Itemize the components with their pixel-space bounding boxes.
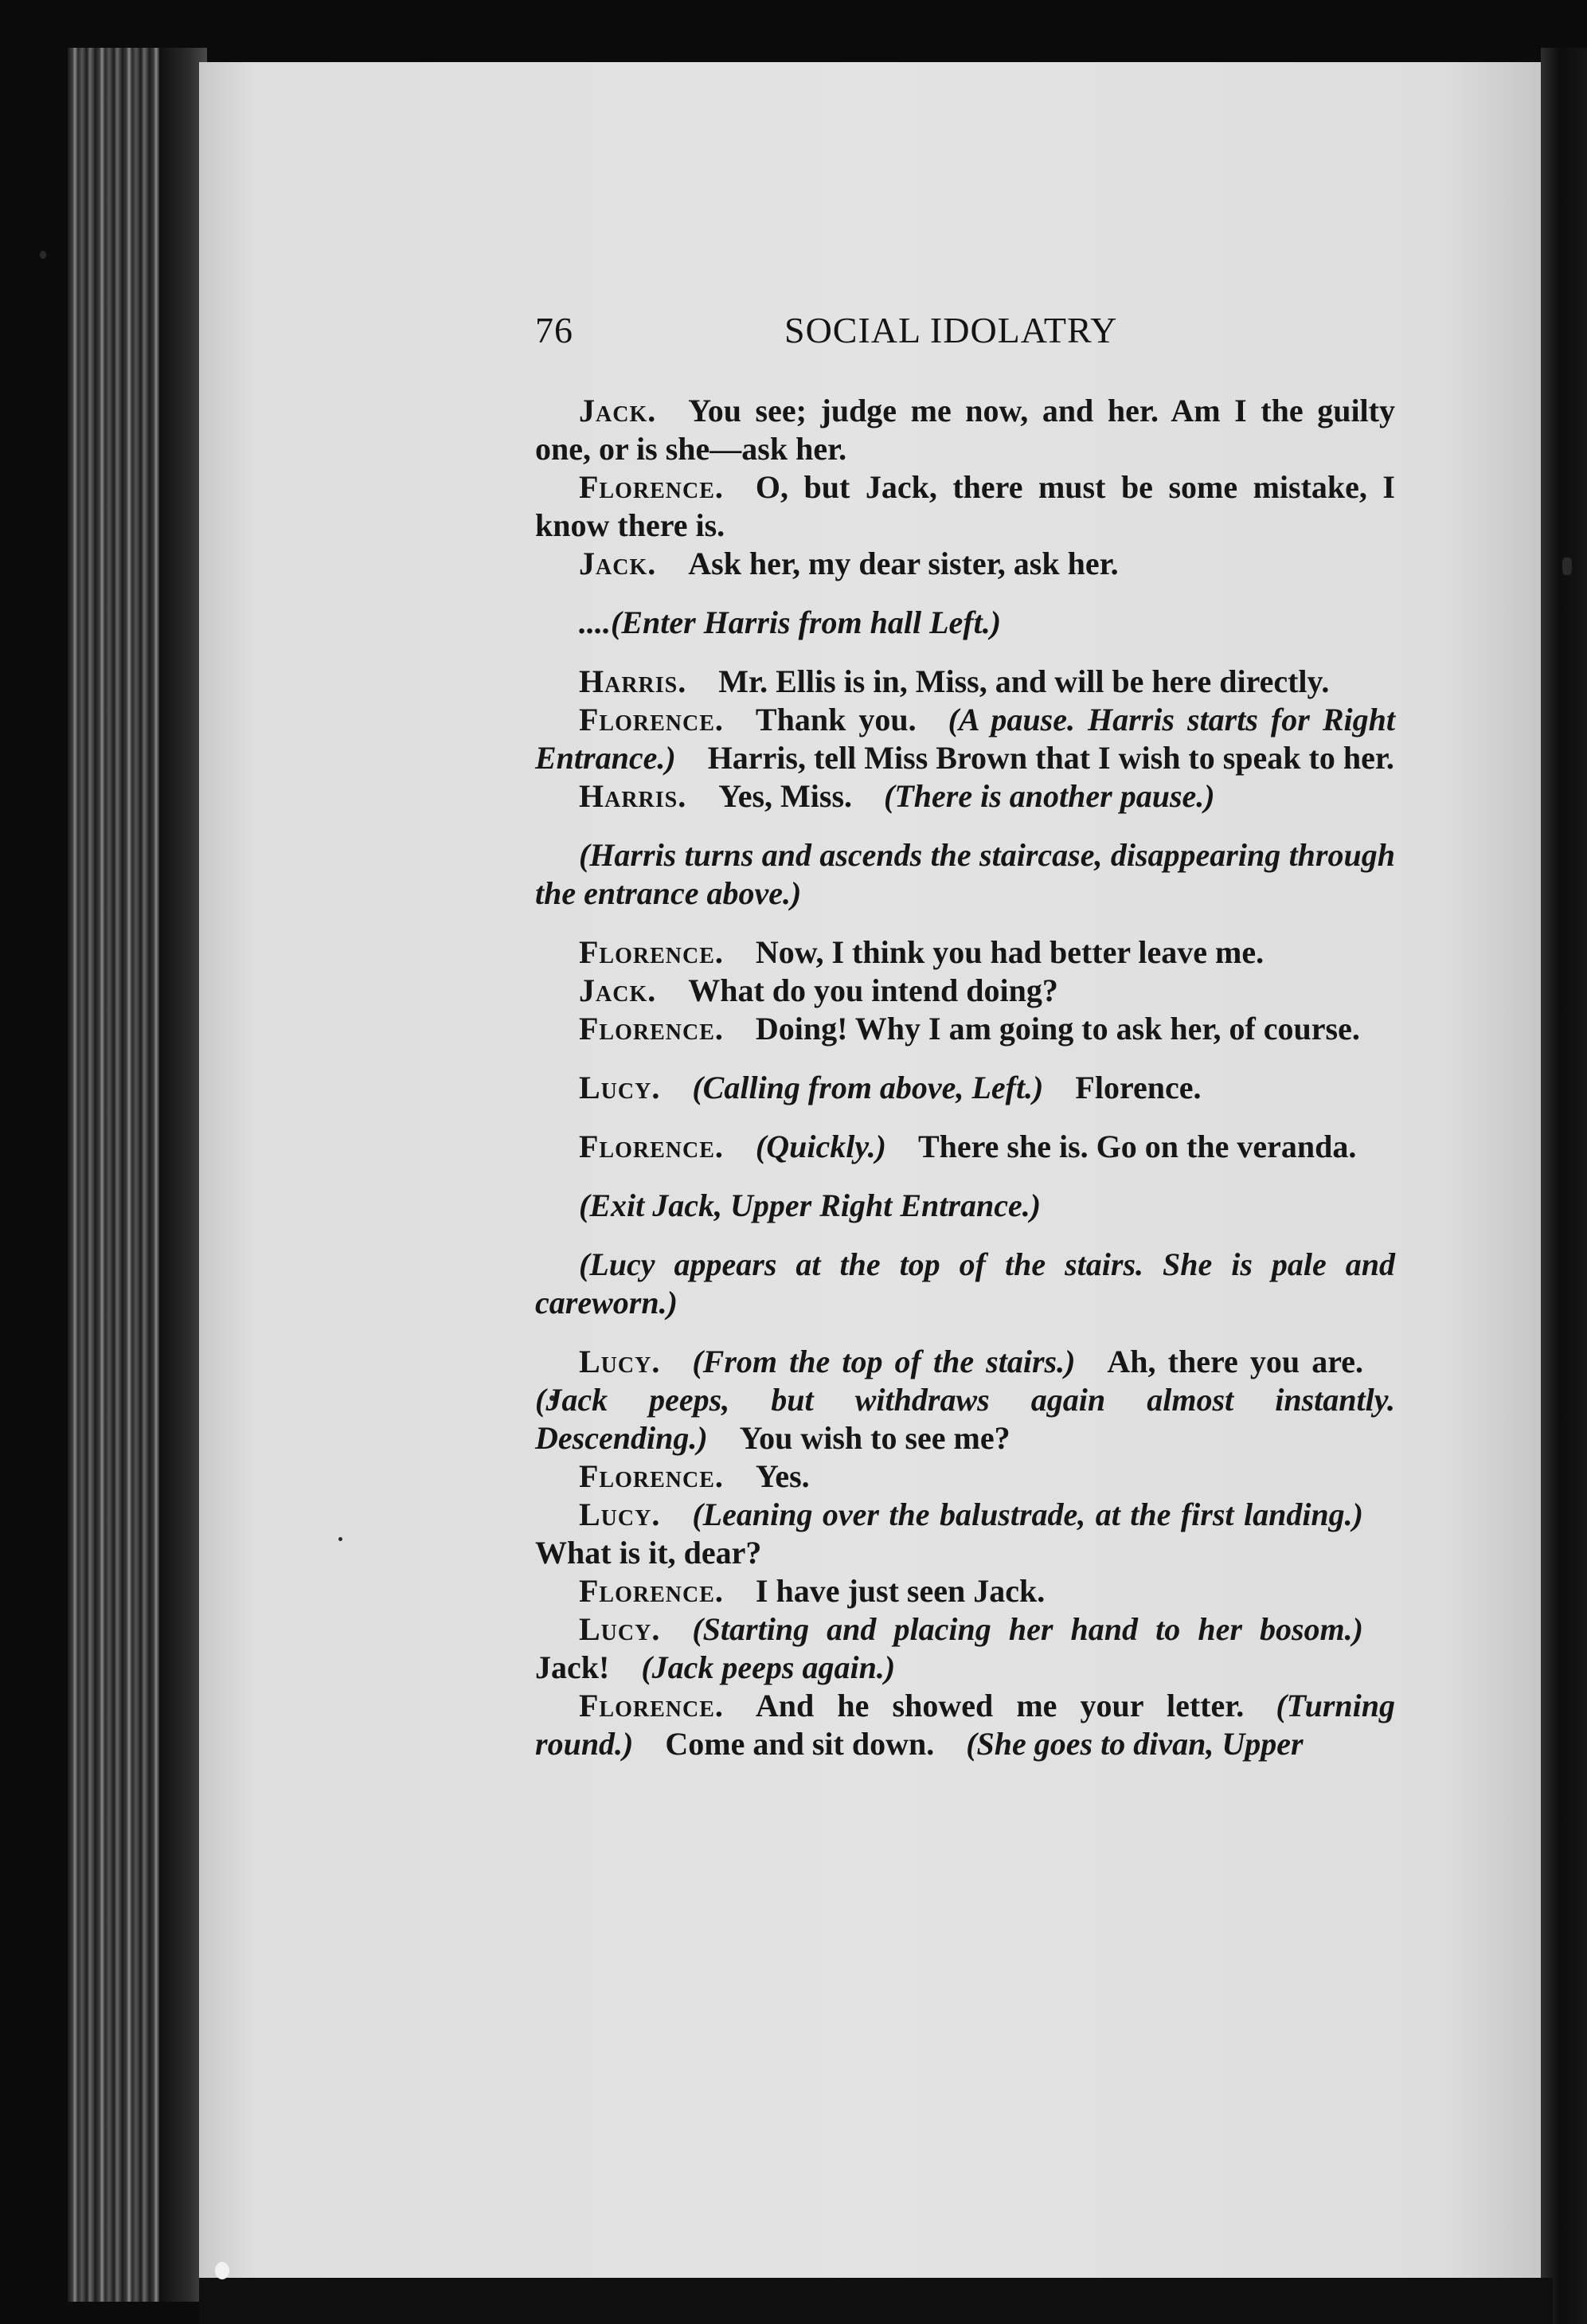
speaker-name: Florence. xyxy=(579,702,724,737)
paragraph-gap xyxy=(535,816,1395,836)
page-number: 76 xyxy=(535,310,573,350)
speech-paragraph xyxy=(535,1610,1395,1687)
stage-direction: (Quickly.) xyxy=(755,1129,886,1164)
speech-paragraph xyxy=(535,392,1395,468)
dialogue-text: I have just seen Jack. xyxy=(755,1573,1046,1609)
dialogue-text: There she is. Go on the veranda. xyxy=(917,1129,1357,1164)
speech-paragraph xyxy=(535,663,1395,701)
dialogue-text: Ah, there you are. xyxy=(1107,1344,1363,1379)
stage-direction: (Turning round.) xyxy=(535,1688,1395,1762)
dialogue-text: You see; judge me now, and her. Am I the guilty one, or is she—ask her. xyxy=(535,393,1395,467)
paragraph-gap xyxy=(535,1107,1395,1128)
speaker-name: Florence. xyxy=(579,469,724,505)
speaker-name: Jack. xyxy=(579,393,657,428)
dialogue-text: And he showed me your letter. xyxy=(755,1688,1245,1723)
stage-direction: (From the top of the stairs.) xyxy=(692,1344,1076,1379)
stage-direction: (Lucy appears at the top of the stairs. She is pale and careworn.) xyxy=(535,1246,1395,1320)
paragraph-gap xyxy=(535,1166,1395,1187)
speech-paragraph xyxy=(535,701,1395,777)
stage-direction: (There is another pause.) xyxy=(884,778,1215,814)
dialogue-text: Florence. xyxy=(1075,1070,1202,1105)
stage-direction: (Leaning over the balustrade, at the first landing.) xyxy=(692,1497,1363,1532)
speck xyxy=(40,251,46,259)
dialogue-text: Ask her, my dear sister, ask her. xyxy=(688,546,1119,581)
play-text xyxy=(535,392,1395,1763)
paragraph-gap xyxy=(535,1322,1395,1343)
speech-paragraph xyxy=(535,1128,1395,1166)
paragraph-gap xyxy=(535,1225,1395,1246)
dialogue-text: What do you intend doing? xyxy=(688,972,1058,1008)
speech-paragraph xyxy=(535,1687,1395,1763)
stage-direction: (Starting and placing her hand to her bosom.) xyxy=(692,1611,1363,1647)
paragraph-gap xyxy=(535,913,1395,933)
speaker-name: Lucy. xyxy=(579,1070,661,1105)
speck xyxy=(215,2262,229,2279)
dialogue-text: What is it, dear? xyxy=(535,1535,762,1571)
dialogue-text: Yes. xyxy=(755,1458,810,1494)
speaker-name: Florence. xyxy=(579,1011,724,1047)
speech-paragraph xyxy=(535,1572,1395,1610)
dialogue-text: Come and sit down. xyxy=(665,1726,935,1762)
dialogue-text: Yes, Miss. xyxy=(718,778,853,814)
stage-direction: (Harris turns and ascends the staircase, disappearing through the entrance above.) xyxy=(535,837,1395,911)
paragraph-gap xyxy=(535,642,1395,663)
dialogue-text: Now, I think you had better leave me. xyxy=(755,934,1265,970)
stage-direction: (Jack peeps, but withdraws again almost instantly. Descending.) xyxy=(535,1382,1395,1456)
stage-direction-paragraph xyxy=(535,836,1395,913)
dialogue-text: Mr. Ellis is in, Miss, and will be here directly. xyxy=(718,663,1330,699)
speaker-name: Lucy. xyxy=(579,1497,661,1532)
stage-direction-paragraph xyxy=(535,1187,1395,1225)
speech-paragraph xyxy=(535,777,1395,816)
page-edge-right xyxy=(1541,48,1587,2324)
speaker-name: Jack. xyxy=(579,972,657,1008)
paragraph-gap xyxy=(535,583,1395,604)
speech-paragraph xyxy=(535,545,1395,583)
stage-direction: (Jack peeps again.) xyxy=(641,1649,896,1685)
speech-paragraph xyxy=(535,1343,1395,1457)
speech-paragraph xyxy=(535,1496,1395,1572)
paragraph-gap xyxy=(535,1048,1395,1069)
speech-paragraph xyxy=(535,1457,1395,1496)
speaker-name: Lucy. xyxy=(579,1344,661,1379)
page-edge-bottom xyxy=(199,2278,1553,2324)
speech-paragraph xyxy=(535,468,1395,545)
stage-direction-paragraph xyxy=(535,604,1395,642)
speaker-name: Florence. xyxy=(579,934,724,970)
speaker-name: Florence. xyxy=(579,1458,724,1494)
speaker-name: Harris. xyxy=(579,663,687,699)
speaker-name: Harris. xyxy=(579,778,687,814)
dialogue-text: Harris, tell Miss Brown that I wish to speak to her. xyxy=(707,740,1394,776)
speaker-name: Jack. xyxy=(579,546,657,581)
stage-direction: (She goes to divan, Upper xyxy=(966,1726,1304,1762)
dialogue-text: Thank you. xyxy=(755,702,917,737)
speech-paragraph xyxy=(535,933,1395,972)
speaker-name: Florence. xyxy=(579,1573,724,1609)
stage-direction-paragraph xyxy=(535,1246,1395,1322)
stage-direction: (Exit Jack, Upper Right Entrance.) xyxy=(579,1187,1042,1223)
dialogue-text: You wish to see me? xyxy=(739,1420,1010,1456)
stage-direction: (A pause. Harris starts for Right Entrance.) xyxy=(535,702,1396,776)
speaker-name: Florence. xyxy=(579,1129,724,1164)
stage-direction: (Calling from above, Left.) xyxy=(692,1070,1044,1105)
stage-direction: ....(Enter Harris from hall Left.) xyxy=(579,604,1002,640)
speech-paragraph xyxy=(535,972,1395,1010)
speaker-name: Lucy. xyxy=(579,1611,661,1647)
speaker-name: Florence. xyxy=(579,1688,724,1723)
running-title: SOCIAL IDOLATRY xyxy=(784,310,1118,350)
dialogue-text: Doing! Why I am going to ask her, of course. xyxy=(755,1011,1360,1047)
dialogue-text: O, but Jack, there must be some mistake, I know there is. xyxy=(535,469,1395,543)
speck xyxy=(1562,558,1572,575)
speech-paragraph xyxy=(535,1010,1395,1048)
dialogue-text: Jack! xyxy=(535,1649,610,1685)
running-head xyxy=(535,309,1395,357)
speech-paragraph xyxy=(535,1069,1395,1107)
speck xyxy=(338,1537,342,1541)
